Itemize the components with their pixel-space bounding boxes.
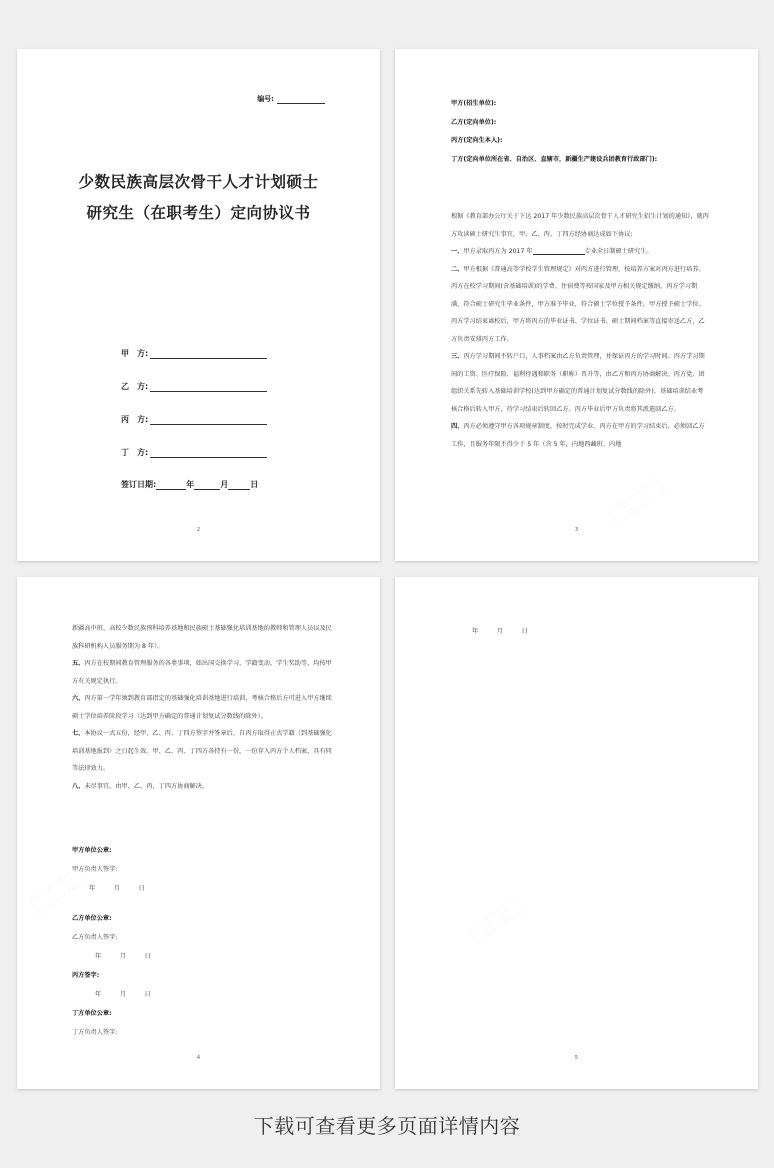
party-b-header: 乙方(定向单位): [451,118,497,126]
page-number: 4 [196,1055,201,1061]
clause-2 [451,261,709,349]
serial-number-field [257,94,325,104]
clause-5-number: 五、 [72,660,85,667]
party-d-seal-label: 丁方单位公章: [72,1010,112,1017]
month-blank [194,481,220,490]
clause-1-text-end: 专业全日制硕士研究生。 [584,248,653,255]
title-line-1: 少数民族高层次骨干人才计划硕士 [78,173,319,191]
download-more-caption[interactable]: 下载可查看更多页面详情内容 [253,1114,521,1138]
party-b-date: 年 月 日 [95,953,151,960]
serial-label: 编号: [257,95,274,103]
year-blank [156,481,186,490]
party-c-signature-label: 丙方签字: [72,972,100,979]
clause-5-text: 丙方在校期间教育管理服务的各类事项，如出国交换学习、学籍变动、学生奖助等，均按甲方有关规定执行。 [72,660,332,685]
agreement-body-cont [72,620,334,795]
sign-date-label: 签订日期: [121,480,157,489]
page-number: 5 [574,1055,579,1061]
party-a-row [121,348,267,359]
party-c-date: 年 月 日 [95,991,151,998]
party-a-label: 甲 方: [121,349,149,358]
page-number: 2 [196,527,201,533]
party-c-header: 丙方(定向生本人): [451,137,503,145]
document-page-cover [17,49,380,561]
clause-6 [72,690,334,725]
document-page-4 [17,577,380,1089]
clause-4 [451,418,709,453]
party-a-seal-label: 甲方单位公章: [72,847,112,854]
party-d-row [121,447,267,458]
year-label: 年 [186,480,195,489]
title-line-2: 研究生（在职考生）定向协议书 [86,204,311,222]
clause-8-number: 八、 [72,782,85,790]
party-b-signature-label: 乙方负责人签字: [72,934,118,941]
party-b-label: 乙 方: [121,382,149,391]
clause-7 [72,725,334,778]
clause-8 [72,778,334,796]
clause-1 [451,243,709,261]
clause-7-number: 七、 [72,730,85,737]
clause-2-text: 甲方根据《普通高等学校学生管理规定》对丙方进行管理，按培养方案对丙方进行培养。丙方在校学习期间(含基础培训)的学费、住宿费等按国家及甲方相关规定缴纳。丙方学习期满，符合硕士研究生毕业条件，甲方准予毕业，符合硕士学位授予条件，甲方授予硕士学位。丙方学习结束离校后，甲方将丙方的毕业证书、学位证书、硕士期间档案等直接寄送乙方，乙方负责安排丙方工作。 [451,265,705,343]
party-c-label: 丙 方: [121,415,149,424]
day-blank [228,481,250,490]
major-blank [533,248,585,255]
clause-5 [72,655,334,690]
clause-1-text: 甲方录取丙方为 2017 年 [463,248,533,255]
party-a-header: 甲方(招生单位): [451,100,497,107]
party-d-blank [150,448,267,458]
clause-4-text: 丙方必须遵守甲方各项规章制度，按时完成学业。丙方在甲方的学习结束后，必须回乙方工作，且服务年限不得少于 5 年（含 5 年，内地西藏班、内地 [451,423,705,448]
clause-4-number: 四、 [451,423,464,430]
clause-6-number: 六、 [72,695,85,702]
party-a-date: 年 月 日 [89,885,145,892]
party-b-seal-label: 乙方单位公章: [72,915,112,922]
document-page-3 [395,49,758,561]
party-a-signature-label: 甲方负责人签字: [72,866,118,873]
party-a-blank [150,349,267,359]
watermark [603,473,668,529]
clause-1-number: 一、 [451,248,464,255]
party-d-label: 丁 方: [121,448,149,457]
clause-4-continued: 新疆高中班、高校少数民族预科培养基地和民族硕士基础强化培训基地的教师和管理人员以及民族科研机构人员服务期为 8 年）。 [72,625,332,650]
clause-3 [451,348,709,418]
party-d-signature-label: 丁方负责人签字: [72,1029,118,1036]
document-page-5 [395,577,758,1089]
clause-3-number: 三、 [451,353,464,360]
sign-date-row [121,479,258,490]
month-label: 月 [220,480,229,489]
party-c-row [121,414,267,425]
watermark [463,891,528,947]
serial-blank [277,96,325,104]
day-label: 日 [250,480,259,489]
party-d-date: 年 月 日 [472,628,528,635]
party-b-row [121,381,267,392]
clause-3-text: 丙方学习期间不转户口，人事档案由乙方负责管理，并保证丙方的学习时间。丙方学习期间的工资、医疗保险、福利待遇和职务（职称）晋升等，由乙方和丙方协商解决。丙方党、团组织关系先转入基础培训学校(达到甲方确定的普通计划复试分数线的除外)，基础培训结业考核合格后转入甲方，待学习结束后转回乙方。丙方毕业后甲方负责将其派遣回乙方。 [451,353,705,413]
agreement-body [451,208,709,453]
clause-7-text: 本协议一式五份，经甲、乙、丙、丁四方签字并签章后，自丙方取得正式学籍（到基础强化培训基地报到）之日起生效。甲、乙、丙、丁四方各持有一份，一份存入丙方个人档案，具有同等法律效力。 [72,730,332,772]
intro-paragraph: 根据《教育部办公厅关于下达 2017 年少数民族高层次骨干人才研究生招生计划的通知》，就丙方攻读硕士研究生事宜，甲、乙、丙、丁四方经协商达成如下协议: [451,213,709,238]
clause-6-text: 丙方第一学年须到教育部指定的基础强化培训基地进行培训，考核合格后方可进入甲方继续硕士学位培养阶段学习（达到甲方确定的普通计划复试分数线的除外）。 [72,695,332,720]
parties-header [451,95,657,170]
clause-2-number: 二、 [451,265,464,273]
agreement-title [17,167,380,229]
clause-8-text: 未尽事宜，由甲、乙、丙、丁四方协商解决。 [84,782,209,790]
page-number: 3 [574,527,579,533]
party-c-blank [150,415,267,425]
party-b-blank [150,382,267,392]
party-d-header: 丁方(定向单位所在省、自治区、直辖市，新疆生产建设兵团教育行政部门): [451,156,658,164]
